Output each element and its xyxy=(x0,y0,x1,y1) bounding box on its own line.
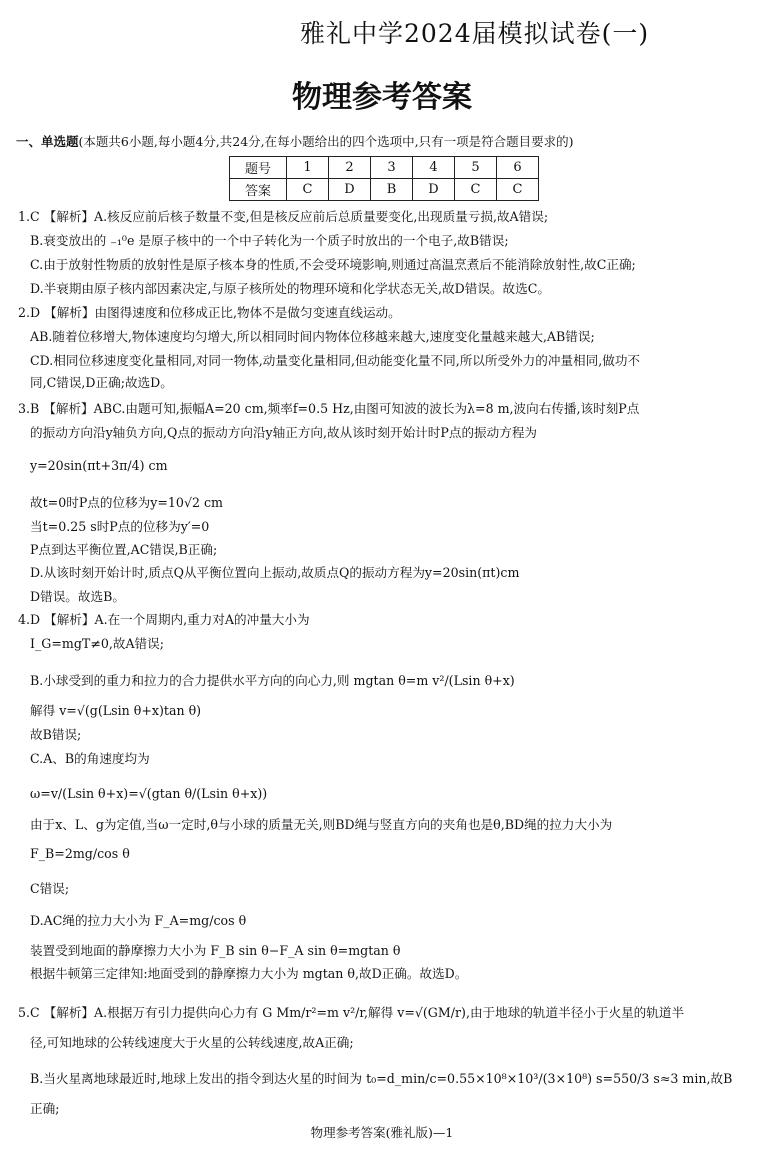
solution-line: y=20sin(πt+3π/4) cm xyxy=(30,458,168,473)
table-cell: 5 xyxy=(455,157,497,179)
solution-line: 当t=0.25 s时P点的位移为y′=0 xyxy=(30,519,210,534)
solution-line: 由于x、L、g为定值,当ω一定时,θ与小球的质量无关,则BD绳与竖直方向的夹角也是θ,BD绳的拉力大小为 xyxy=(30,817,613,832)
solution-line: D.从该时刻开始计时,质点Q从平衡位置向上振动,故质点Q的振动方程为y=20sin(πt)cm xyxy=(30,565,520,580)
table-cell: D xyxy=(329,179,371,201)
table-cell: 2 xyxy=(329,157,371,179)
solution-line: C.A、B的角速度均为 xyxy=(30,751,150,766)
solution-line: 1.C 【解析】A.核反应前后核子数量不变,但是核反应前后总质量要变化,出现质量亏损,故A错误; xyxy=(18,209,549,224)
solution-line: 解得 v=√(g(Lsin θ+x)tan θ) xyxy=(30,703,202,718)
solution-line: F_B=2mg/cos θ xyxy=(30,846,130,861)
table-cell: 4 xyxy=(413,157,455,179)
table-cell: 6 xyxy=(497,157,539,179)
solution-line: ω=v/(Lsin θ+x)=√(gtan θ/(Lsin θ+x)) xyxy=(30,786,268,801)
solution-line: 5.C 【解析】A.根据万有引力提供向心力有 G Mm/r²=m v²/r,解得 v=√(GM/r),由于地球的轨道半径小于火星的轨道半 xyxy=(18,1005,685,1020)
solution-line: C.由于放射性物质的放射性是原子核本身的性质,不会受环境影响,则通过高温烹煮后不能消除放射性,故C正确; xyxy=(30,257,636,272)
section-note: (本题共6小题,每小题4分,共24分,在每小题给出的四个选项中,只有一项是符合题目要求的) xyxy=(78,134,574,149)
solution-line: CD.相同位移速度变化量相同,对同一物体,动量变化量相同,但动能变化量不同,所以所受外力的冲量相同,做功不 xyxy=(30,353,641,368)
solution-line: P点到达平衡位置,AC错误,B正确; xyxy=(30,542,218,557)
solution-line: D.半衰期由原子核内部因素决定,与原子核所处的物理环境和化学状态无关,故D错误。故选C。 xyxy=(30,281,550,296)
table-cell: B xyxy=(371,179,413,201)
table-cell: 答案 xyxy=(230,179,287,201)
solution-line: C错误; xyxy=(30,881,70,896)
solution-line: 正确; xyxy=(30,1101,60,1116)
solution-line: 装置受到地面的静摩擦力大小为 F_B sin θ−F_A sin θ=mgtan θ xyxy=(30,943,401,958)
solution-line: B.衰变放出的 ₋₁⁰e 是原子核中的一个中子转化为一个质子时放出的一个电子,故B错误; xyxy=(30,233,509,248)
table-cell: C xyxy=(455,179,497,201)
answer-table xyxy=(229,156,539,201)
table-row xyxy=(230,179,539,201)
table-cell: 1 xyxy=(287,157,329,179)
page-footer: 物理参考答案(雅礼版)—1 xyxy=(310,1125,454,1140)
solution-line: 的振动方向沿y轴负方向,Q点的振动方向沿y轴正方向,故从该时刻开始计时P点的振动方程为 xyxy=(30,425,538,440)
solution-line: 3.B 【解析】ABC.由题可知,振幅A=20 cm,频率f=0.5 Hz,由图可知波的波长为λ=8 m,波向右传播,该时刻P点 xyxy=(18,401,640,416)
solution-line: 径,可知地球的公转线速度大于火星的公转线速度,故A正确; xyxy=(30,1035,354,1050)
section-label: 一、单选题 xyxy=(16,134,79,149)
solution-line: B.当火星离地球最近时,地球上发出的指令到达火星的时间为 t₀=d_min/c=0.55×10⁸×10³/(3×10⁸) s=550/3 s≈3 min,故B xyxy=(30,1071,733,1086)
table-cell: D xyxy=(413,179,455,201)
solution-line: AB.随着位移增大,物体速度均匀增大,所以相同时间内物体位移越来越大,速度变化量越来越大,AB错误; xyxy=(30,329,595,344)
solution-line: D错误。故选B。 xyxy=(30,589,125,604)
section-heading xyxy=(16,132,573,150)
solution-line: 4.D 【解析】A.在一个周期内,重力对A的冲量大小为 xyxy=(18,612,310,627)
table-cell: 3 xyxy=(371,157,413,179)
table-cell: C xyxy=(287,179,329,201)
solution-line: D.AC绳的拉力大小为 F_A=mg/cos θ xyxy=(30,913,247,928)
table-row xyxy=(230,157,539,179)
solution-line: B.小球受到的重力和拉力的合力提供水平方向的向心力,则 mgtan θ=m v²/(Lsin θ+x) xyxy=(30,673,515,688)
solution-line: 同,C错误,D正确;故选D。 xyxy=(30,375,173,390)
solution-line: 2.D 【解析】由图得速度和位移成正比,物体不是做匀变速直线运动。 xyxy=(18,305,401,320)
exam-header: 雅礼中学2024届模拟试卷(一) xyxy=(300,19,650,48)
solution-line: 根据牛顿第三定律知:地面受到的静摩擦力大小为 mgtan θ,故D正确。故选D。 xyxy=(30,966,468,981)
table-cell: C xyxy=(497,179,539,201)
solution-line: I_G=mgT≠0,故A错误; xyxy=(30,636,164,651)
table-cell: 题号 xyxy=(230,157,287,179)
solution-line: 故B错误; xyxy=(30,727,82,742)
solution-line: 故t=0时P点的位移为y=10√2 cm xyxy=(30,495,223,510)
page-title: 物理参考答案 xyxy=(292,80,472,115)
